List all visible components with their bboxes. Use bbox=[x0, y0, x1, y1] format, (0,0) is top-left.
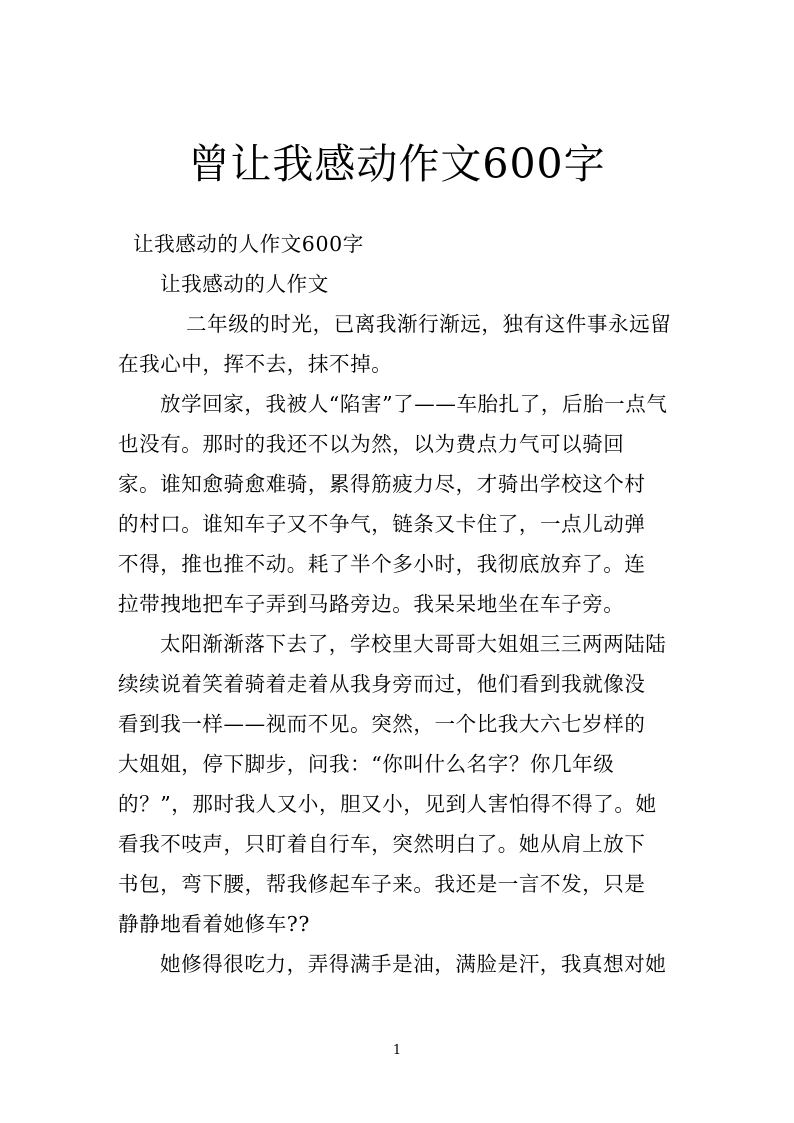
paragraph-2-line-1: 放学回家，我被人“陷害”了——车胎扎了，后胎一点气 bbox=[160, 392, 668, 416]
paragraph-2-line-4: 的村口。谁知车子又不争气，链条又卡住了，一点儿动弹 bbox=[118, 512, 646, 536]
paragraph-2-line-2: 也没有。那时的我还不以为然，以为费点力气可以骑回 bbox=[118, 432, 625, 456]
paragraph-3-line-2: 续续说着笑着骑着走着从我身旁而过，他们看到我就像没 bbox=[118, 672, 646, 696]
subtitle-line-1: 让我感动的人作文600字 bbox=[133, 232, 364, 256]
document-body bbox=[118, 224, 680, 984]
paragraph-1-line-2: 在我心中，挥不去，抹不掉。 bbox=[118, 352, 393, 376]
paragraph-3-line-6: 看我不吱声，只盯着自行车，突然明白了。她从肩上放下 bbox=[118, 832, 646, 856]
page-number: 1 bbox=[392, 1043, 402, 1058]
paragraph-2-line-6: 拉带拽地把车子弄到马路旁边。我呆呆地坐在车子旁。 bbox=[118, 592, 625, 616]
page-title: 曾让我感动作文600字 bbox=[188, 140, 606, 188]
paragraph-3-line-1: 太阳渐渐落下去了，学校里大哥哥大姐姐三三两两陆陆 bbox=[160, 632, 667, 656]
paragraph-4-line-1: 她修得很吃力，弄得满手是油，满脸是汗，我真想对她 bbox=[160, 952, 667, 976]
paragraph-3-line-8: 静静地看着她修车?? bbox=[118, 912, 310, 936]
paragraph-1-line-1: 二年级的时光，已离我渐行渐远，独有这件事永远留 bbox=[186, 312, 672, 336]
paragraph-3-line-3: 看到我一样——视而不见。突然，一个比我大六七岁样的 bbox=[118, 712, 646, 736]
paragraph-3-line-5: 的？”，那时我人又小，胆又小，见到人害怕得不得了。她 bbox=[118, 792, 657, 816]
paragraph-3-line-7: 书包，弯下腰，帮我修起车子来。我还是一言不发，只是 bbox=[118, 872, 646, 896]
paragraph-2-line-3: 家。谁知愈骑愈难骑，累得筋疲力尽，才骑出学校这个村 bbox=[118, 472, 646, 496]
subtitle-line-2: 让我感动的人作文 bbox=[160, 272, 329, 296]
paragraph-2-line-5: 不得，推也推不动。耗了半个多小时，我彻底放弃了。连 bbox=[118, 552, 646, 576]
paragraph-3-line-4: 大姐姐，停下脚步，问我：“你叫什么名字？你几年级 bbox=[118, 752, 615, 776]
